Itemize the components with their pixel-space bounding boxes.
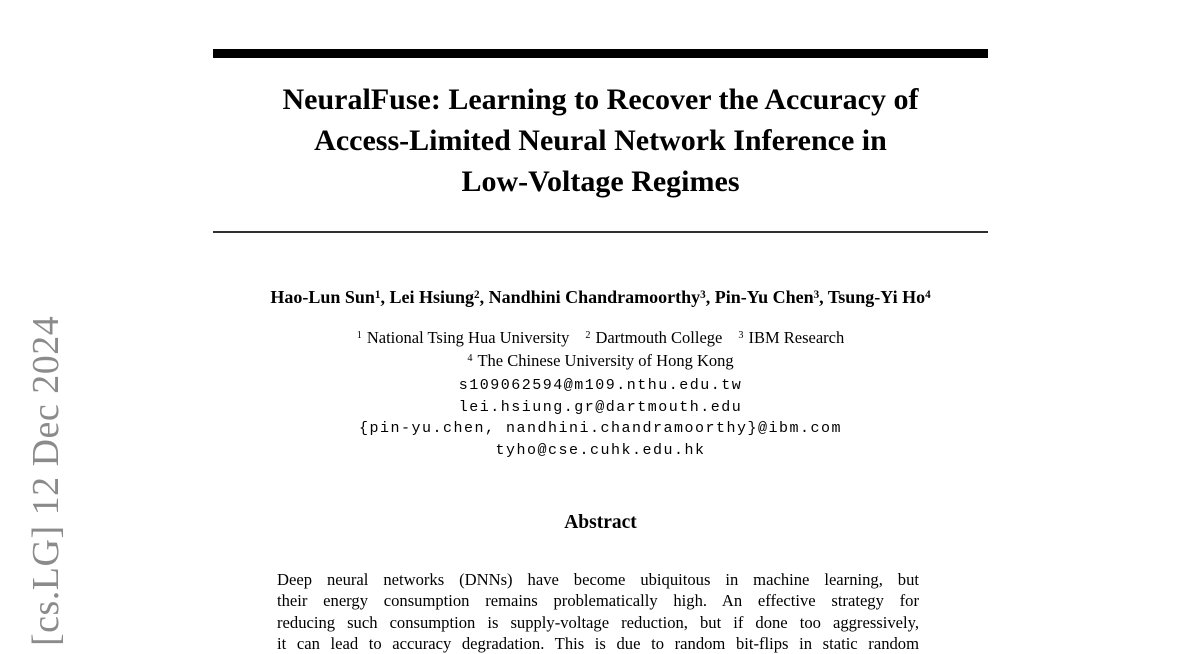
paper-title-line-2: Access-Limited Neural Network Inference in [314, 124, 887, 157]
author-line [213, 286, 988, 311]
title-rule-bottom [213, 231, 988, 233]
email-line: s109062594@m109.nthu.edu.tw [458, 377, 743, 394]
author-separator: , [705, 287, 715, 307]
email-line: lei.hsiung.gr@dartmouth.edu [458, 398, 743, 416]
paper-title-line-1: NeuralFuse: Learning to Recover the Accuracy of [282, 83, 919, 116]
abstract-line: it can lead to accuracy degradation. This is due to random bit-flips in static random [277, 634, 919, 654]
author-name: Hao-Lun Sun [270, 287, 375, 307]
affiliations-line-2 [213, 350, 988, 375]
affiliation-group [585, 328, 722, 347]
affiliation-name: Dartmouth College [595, 328, 723, 347]
abstract-heading: Abstract [564, 512, 637, 533]
email-line: tyho@cse.cuhk.edu.hk [495, 441, 706, 459]
author-name: Pin-Yu Chen [714, 287, 814, 307]
affiliation-group [738, 328, 844, 347]
abstract-line: reducing such consumption is supply-voltage reduction, but if done too aggressively, [277, 612, 919, 632]
paper-title-line-3: Low-Voltage Regimes [461, 165, 740, 198]
author-affiliation-sup: 3 [813, 288, 820, 301]
affiliation-group [467, 351, 733, 370]
affiliation-name: The Chinese University of Hong Kong [477, 351, 734, 370]
author-separator: , [479, 287, 489, 307]
email-block [213, 375, 988, 461]
paper-title [213, 79, 988, 202]
affiliation-name: National Tsing Hua University [366, 328, 570, 347]
author-affiliation-sup: 1 [374, 288, 381, 301]
author-name: Lei Hsiung [389, 287, 474, 307]
affiliation-sup: 1 [356, 330, 362, 342]
title-rule-top [213, 49, 988, 58]
email-line: {pin-yu.chen, nandhini.chandramoorthy}@ibm.com [358, 420, 843, 437]
affiliation-sup: 4 [467, 353, 473, 365]
author-separator: , [380, 287, 390, 307]
affiliation-sup: 3 [738, 330, 744, 342]
author-affiliation-sup: 3 [700, 288, 706, 301]
author-affiliation-sup: 2 [474, 288, 480, 301]
abstract-line: their energy consumption remains problematically high. An effective strategy for [277, 591, 919, 611]
affiliations-line-1 [213, 327, 988, 352]
author-name: Tsung-Yi Ho [827, 287, 926, 307]
affiliation-name: IBM Research [748, 328, 845, 347]
author-name: Nandhini Chandramoorthy [488, 287, 701, 307]
author-separator: , [819, 287, 828, 307]
arxiv-category-date-stamp: [cs.LG] 12 Dec 2024 [25, 315, 67, 646]
abstract-line: Deep neural networks (DNNs) have become ubiquitous in machine learning, but [277, 570, 919, 589]
author-affiliation-sup: 4 [925, 288, 931, 301]
affiliation-group [357, 328, 570, 347]
abstract-text [277, 569, 919, 654]
affiliation-sup: 2 [585, 330, 591, 342]
